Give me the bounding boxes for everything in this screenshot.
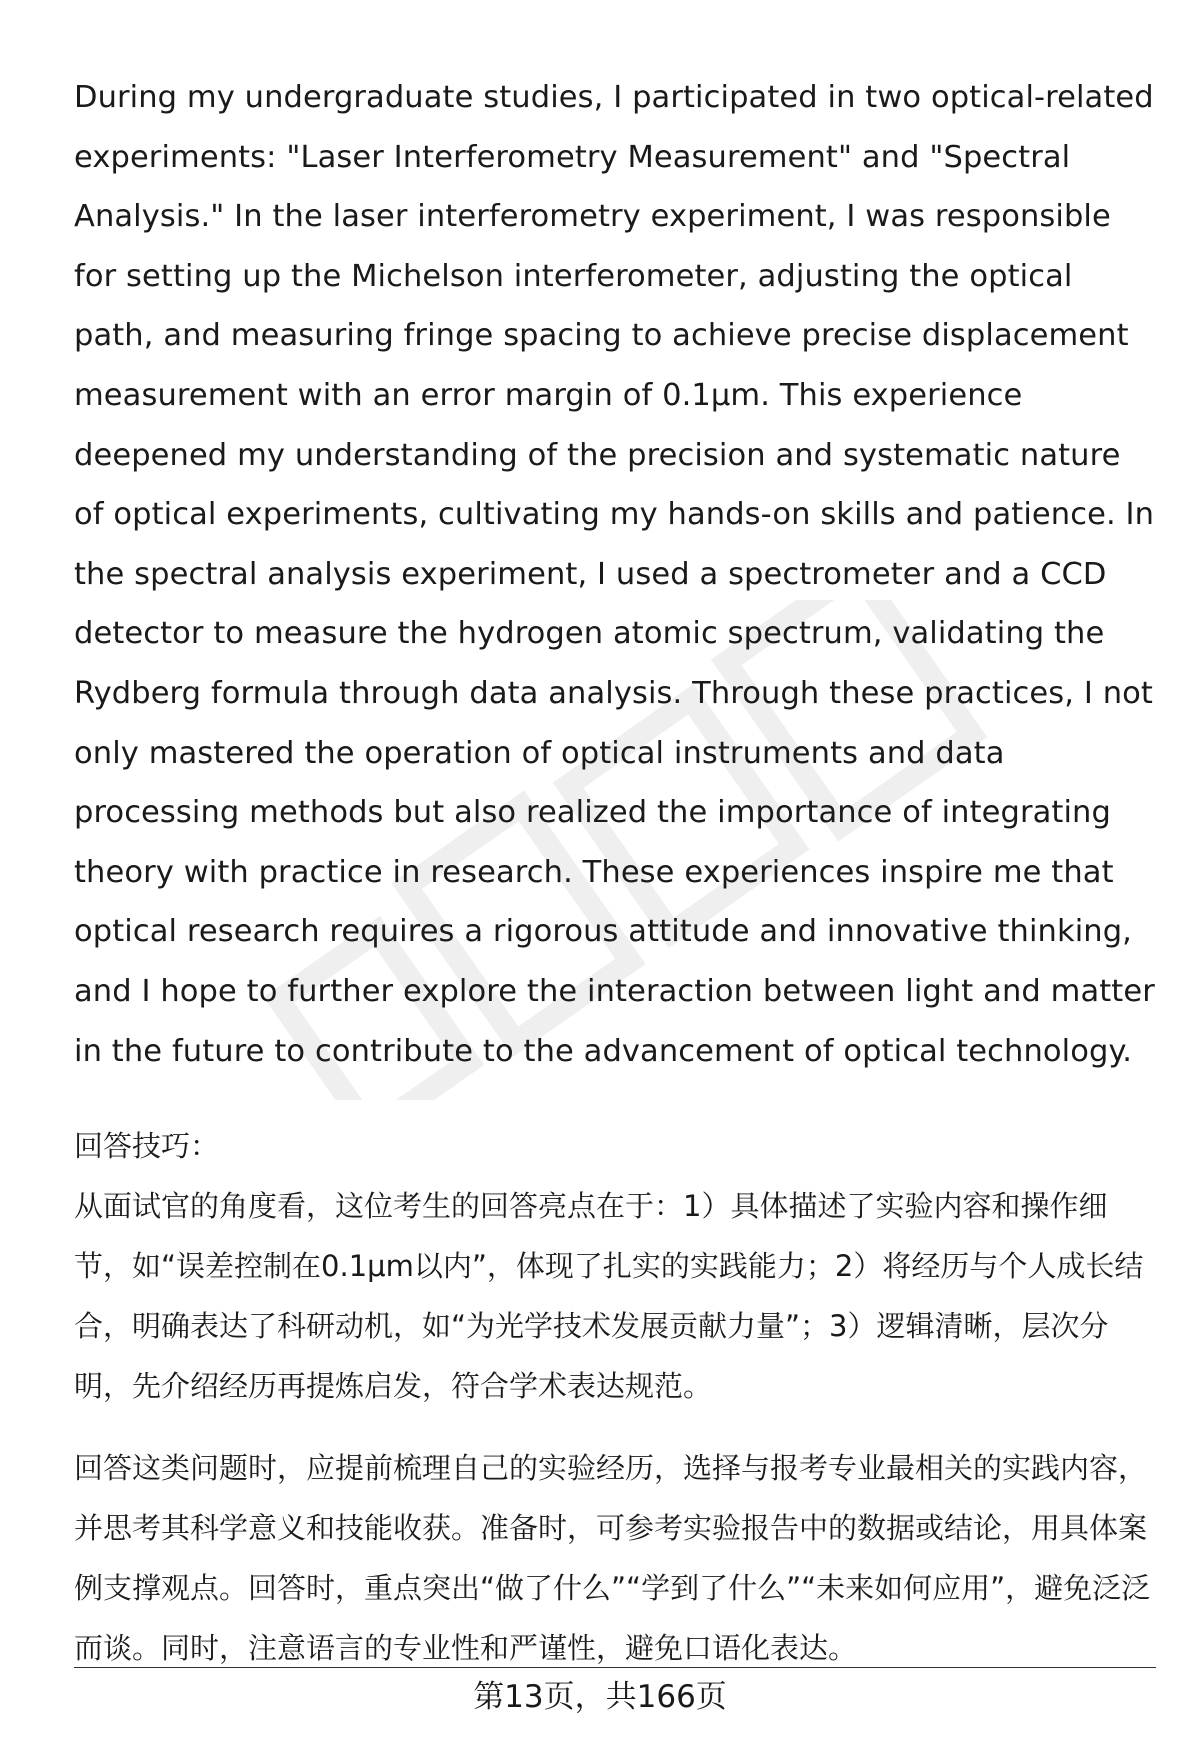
- page-indicator: 第13页，共166页: [473, 1679, 727, 1715]
- tips-paragraph-1: 从面试官的角度看，这位考生的回答亮点在于：1）具体描述了实验内容和操作细节，如“误差控制在0.1μm以内”，体现了扎实的实践能力；2）将经历与个人成长结合，明确表达了科研动机，如“为光学技术发展贡献力量”；3）逻辑清晰，层次分明，先介绍经历再提炼启发，符合学术表达规范。: [74, 1189, 1144, 1404]
- main-content: [74, 68, 1156, 1678]
- tips-paragraph-2: 回答这类问题时，应提前梳理自己的实验经历，选择与报考专业最相关的实践内容，并思考其科学意义和技能收获。准备时，可参考实验报告中的数据或结论，用具体案例支撑观点。回答时，重点突出“做了什么”“学到了什么”“未来如何应用”，避免泛泛而谈。同时，注意语言的专业性和严谨性，避免口语化表达。: [74, 1451, 1151, 1666]
- tips-heading: 回答技巧：: [74, 1129, 220, 1164]
- footer-divider: [74, 1667, 1156, 1668]
- english-answer-paragraph: During my undergraduate studies, I participated in two optical-related experiments: "Laser Interferometry Measurement" and "Spectral Analysis." In the laser interferometry experiment, I was responsible for setting up the Michelson interferometer, adjusting the optical path, and measuring fringe spacing to achieve precise displacement measurement with an error margin of 0.1μm. This experience deepened my understanding of the precision and systematic nature of optical experiments, cultivating my hands-on skills and patience. In the spectral analysis experiment, I used a spectrometer and a CCD detector to measure the hydrogen atomic spectrum, validating the Rydberg formula through data analysis. Through these practices, I not only mastered the operation of optical instruments and data processing methods but also realized the importance of integrating theory with practice in research. These experiences inspire me that optical research requires a rigorous attitude and innovative thinking, and I hope to further explore the interaction between light and matter in the future to contribute to the advancement of optical technology.: [74, 80, 1155, 1069]
